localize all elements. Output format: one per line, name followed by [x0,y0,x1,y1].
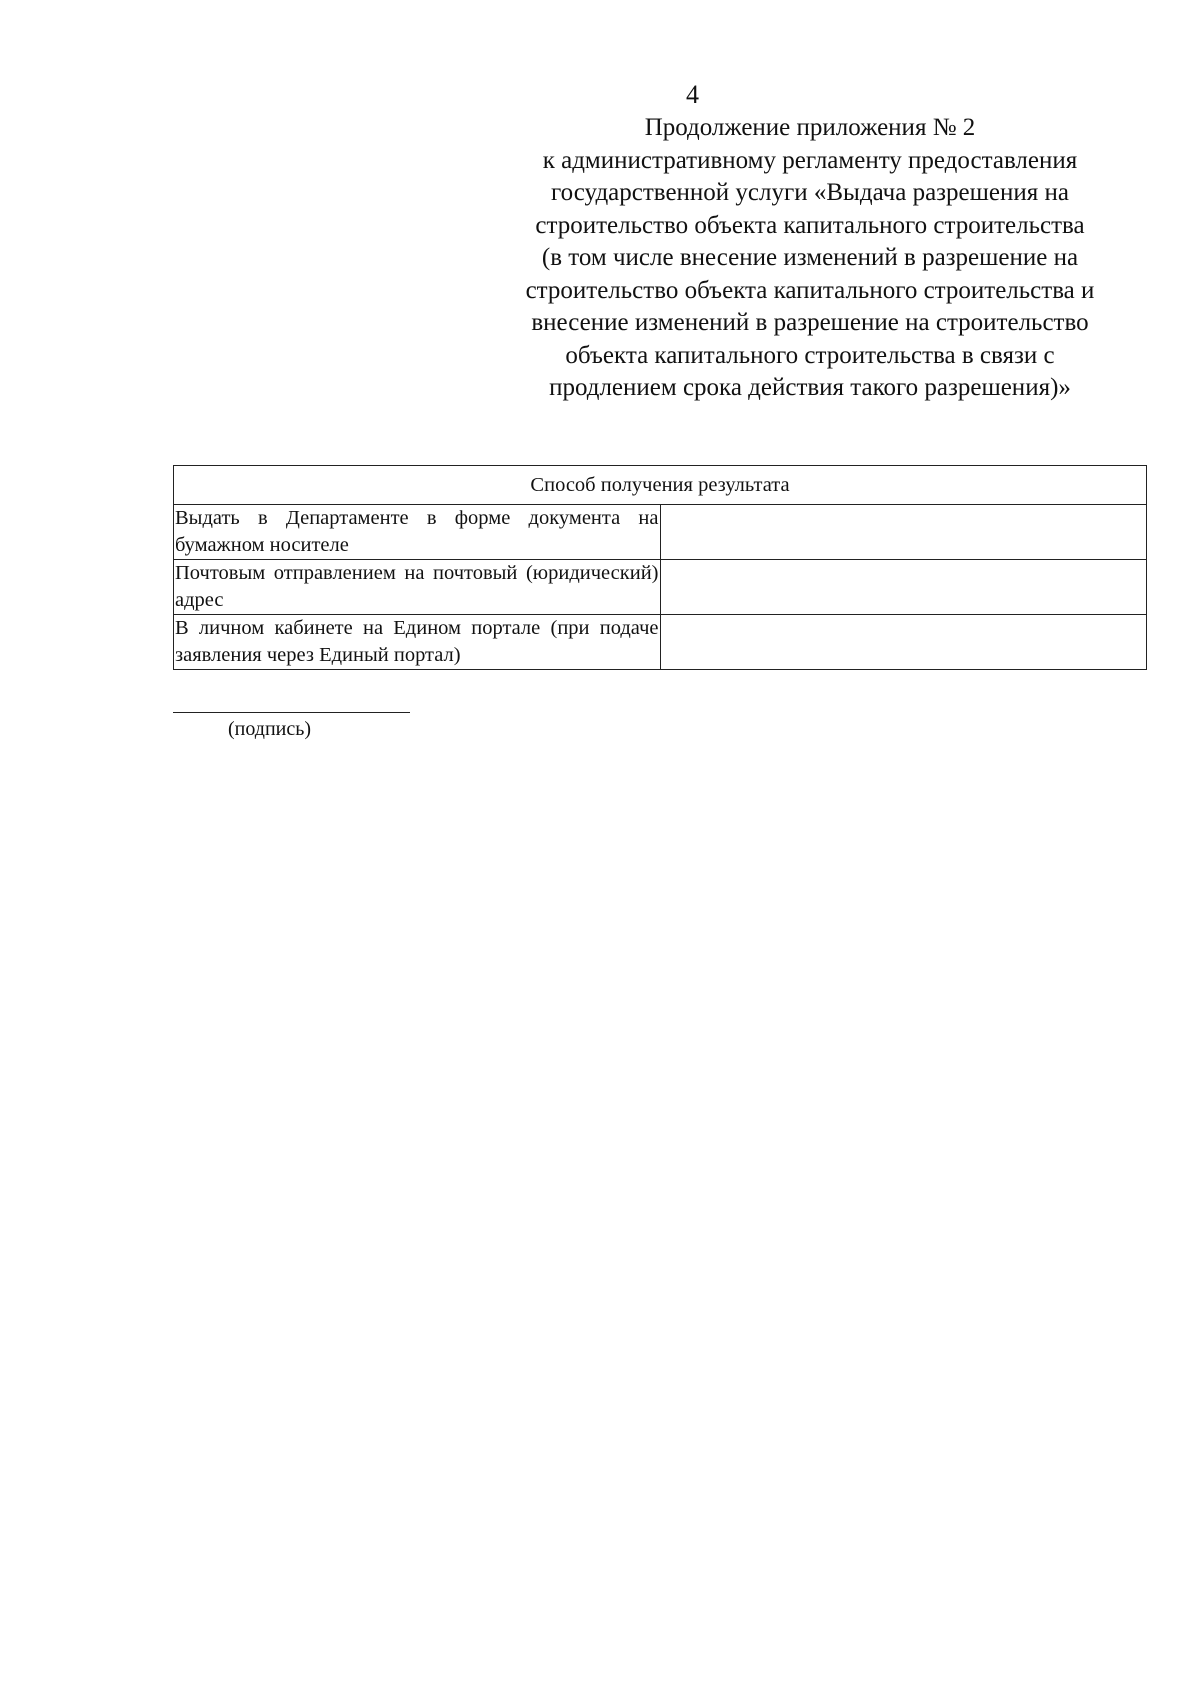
table-title: Способ получения результата [174,466,1147,505]
table-row [174,505,1147,560]
appendix-header [440,112,1180,405]
option-choice-portal[interactable] [660,615,1147,670]
header-line: внесение изменений в разрешение на строительство [531,309,1089,336]
header-line: к административному регламенту предоставления [542,146,1078,174]
table-row [174,560,1147,615]
header-line: государственной услуги «Выдача разрешения на [551,179,1069,206]
option-choice-paper[interactable] [660,505,1147,560]
result-method-table [173,465,1147,670]
header-line: объекта капитального строительства в связи с [565,341,1055,369]
header-line: Продолжение приложения № 2 [644,114,976,141]
option-choice-mail[interactable] [660,560,1147,615]
header-line: (в том числе внесение изменений в разрешение на [541,244,1079,271]
option-label-paper: Выдать в Департаменте в форме документа на бумажном носителе [174,505,661,560]
option-label-mail: Почтовым отправлением на почтовый (юридический) адрес [174,560,661,615]
table-header-row [174,466,1147,505]
header-line: продлением срока действия такого разрешения)» [549,374,1071,401]
header-line: строительство объекта капитального строительства и [525,276,1095,304]
option-label-portal: В личном кабинете на Едином портале (при подаче заявления через Единый портал) [174,615,661,670]
signature-line[interactable] [173,712,410,713]
signature-caption: (подпись) [228,718,312,740]
header-line: строительство объекта капитального строительства [535,211,1085,239]
table-row [174,615,1147,670]
page-number: 4 [686,80,699,109]
